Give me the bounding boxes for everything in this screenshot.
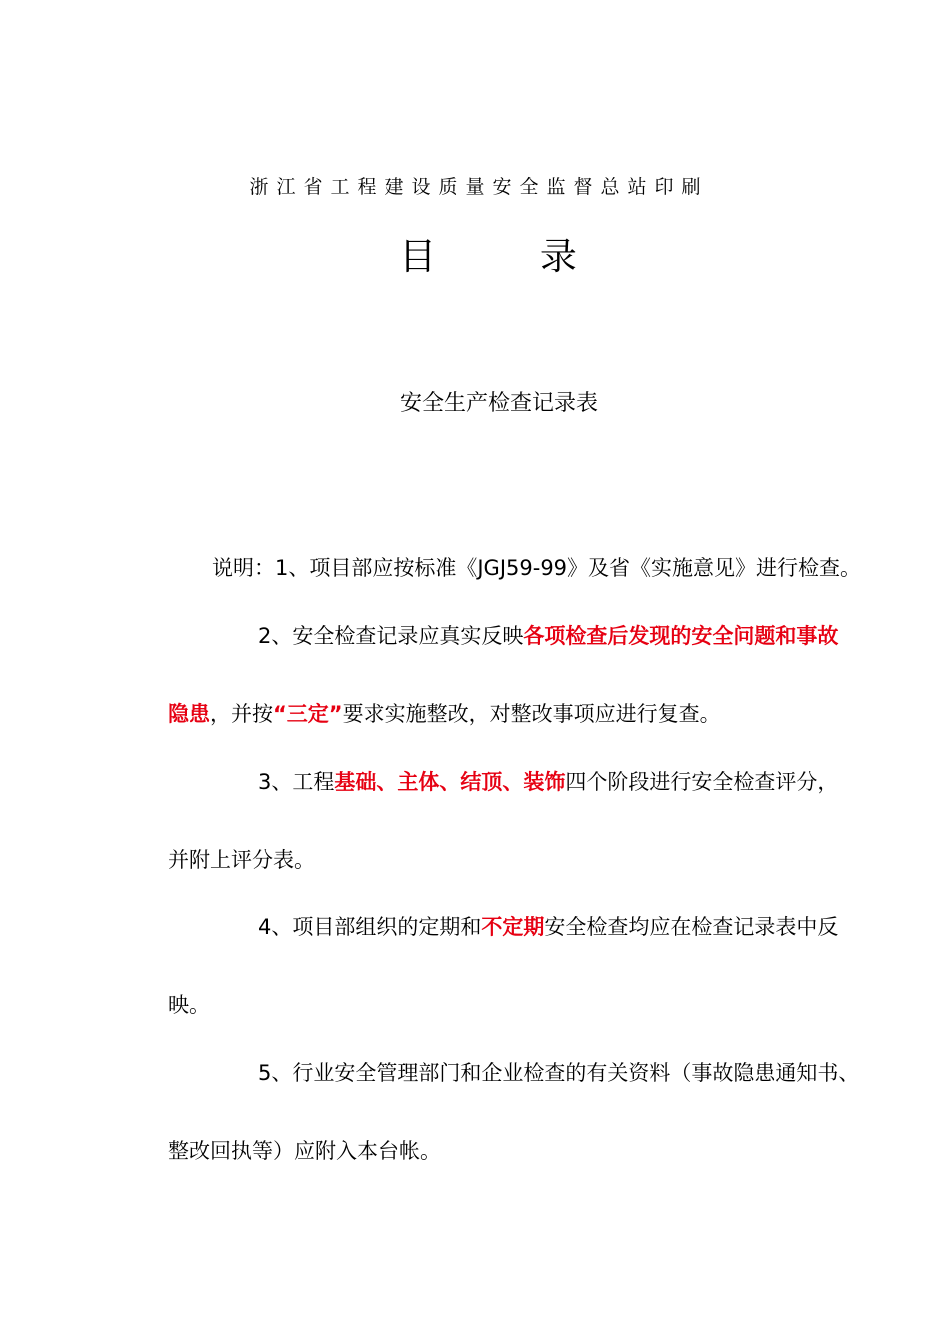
- note-3-text-cont: 四个阶段进行安全检查评分，: [565, 770, 839, 794]
- note-3-text-end: 并附上评分表。: [168, 848, 315, 872]
- note-5-text: 5、行业安全管理部门和企业检查的有关资料（事故隐患通知书、: [258, 1061, 860, 1085]
- note-2-text-cont: ，并按: [210, 702, 273, 726]
- note-4-line-2: [168, 990, 210, 1020]
- note-5-line-2: [168, 1136, 441, 1166]
- note-4-text-end: 映。: [168, 993, 210, 1017]
- note-3-highlight: 基础、主体、结顶、装饰: [334, 770, 566, 794]
- note-3-line-1: [258, 767, 838, 797]
- note-2-sanding: “三定”: [273, 702, 343, 726]
- note-1: [212, 553, 861, 583]
- note-2-text: 2、安全检查记录应真实反映: [258, 624, 524, 648]
- note-4-text-cont: 安全检查均应在检查记录表中反: [544, 915, 839, 939]
- note-5-text-end: 整改回执等）应附入本台帐。: [168, 1139, 441, 1163]
- note-2-highlight: 各项检查后发现的安全问题和事故: [523, 624, 839, 648]
- note-1-text: 说明：1、项目部应按标准《JGJ59-99》及省《实施意见》进行检查。: [212, 556, 862, 580]
- form-title: 安全生产检查记录表: [399, 391, 598, 416]
- publisher-line: 浙江省工程建设质量安全监督总站印刷: [249, 176, 709, 198]
- note-2-text-end: 要求实施整改，对整改事项应进行复查。: [342, 702, 721, 726]
- note-2-highlight-cont: 隐患: [168, 702, 210, 726]
- note-4-highlight: 不定期: [481, 915, 545, 939]
- note-4-line-1: [258, 912, 838, 942]
- note-2-line-1: [258, 621, 838, 651]
- toc-title: 目 录: [399, 235, 623, 278]
- note-3-text: 3、工程: [258, 770, 335, 794]
- note-4-text: 4、项目部组织的定期和: [258, 915, 482, 939]
- note-5-line-1: [258, 1058, 859, 1088]
- note-3-line-2: [168, 845, 315, 875]
- note-2-line-2: [168, 699, 721, 729]
